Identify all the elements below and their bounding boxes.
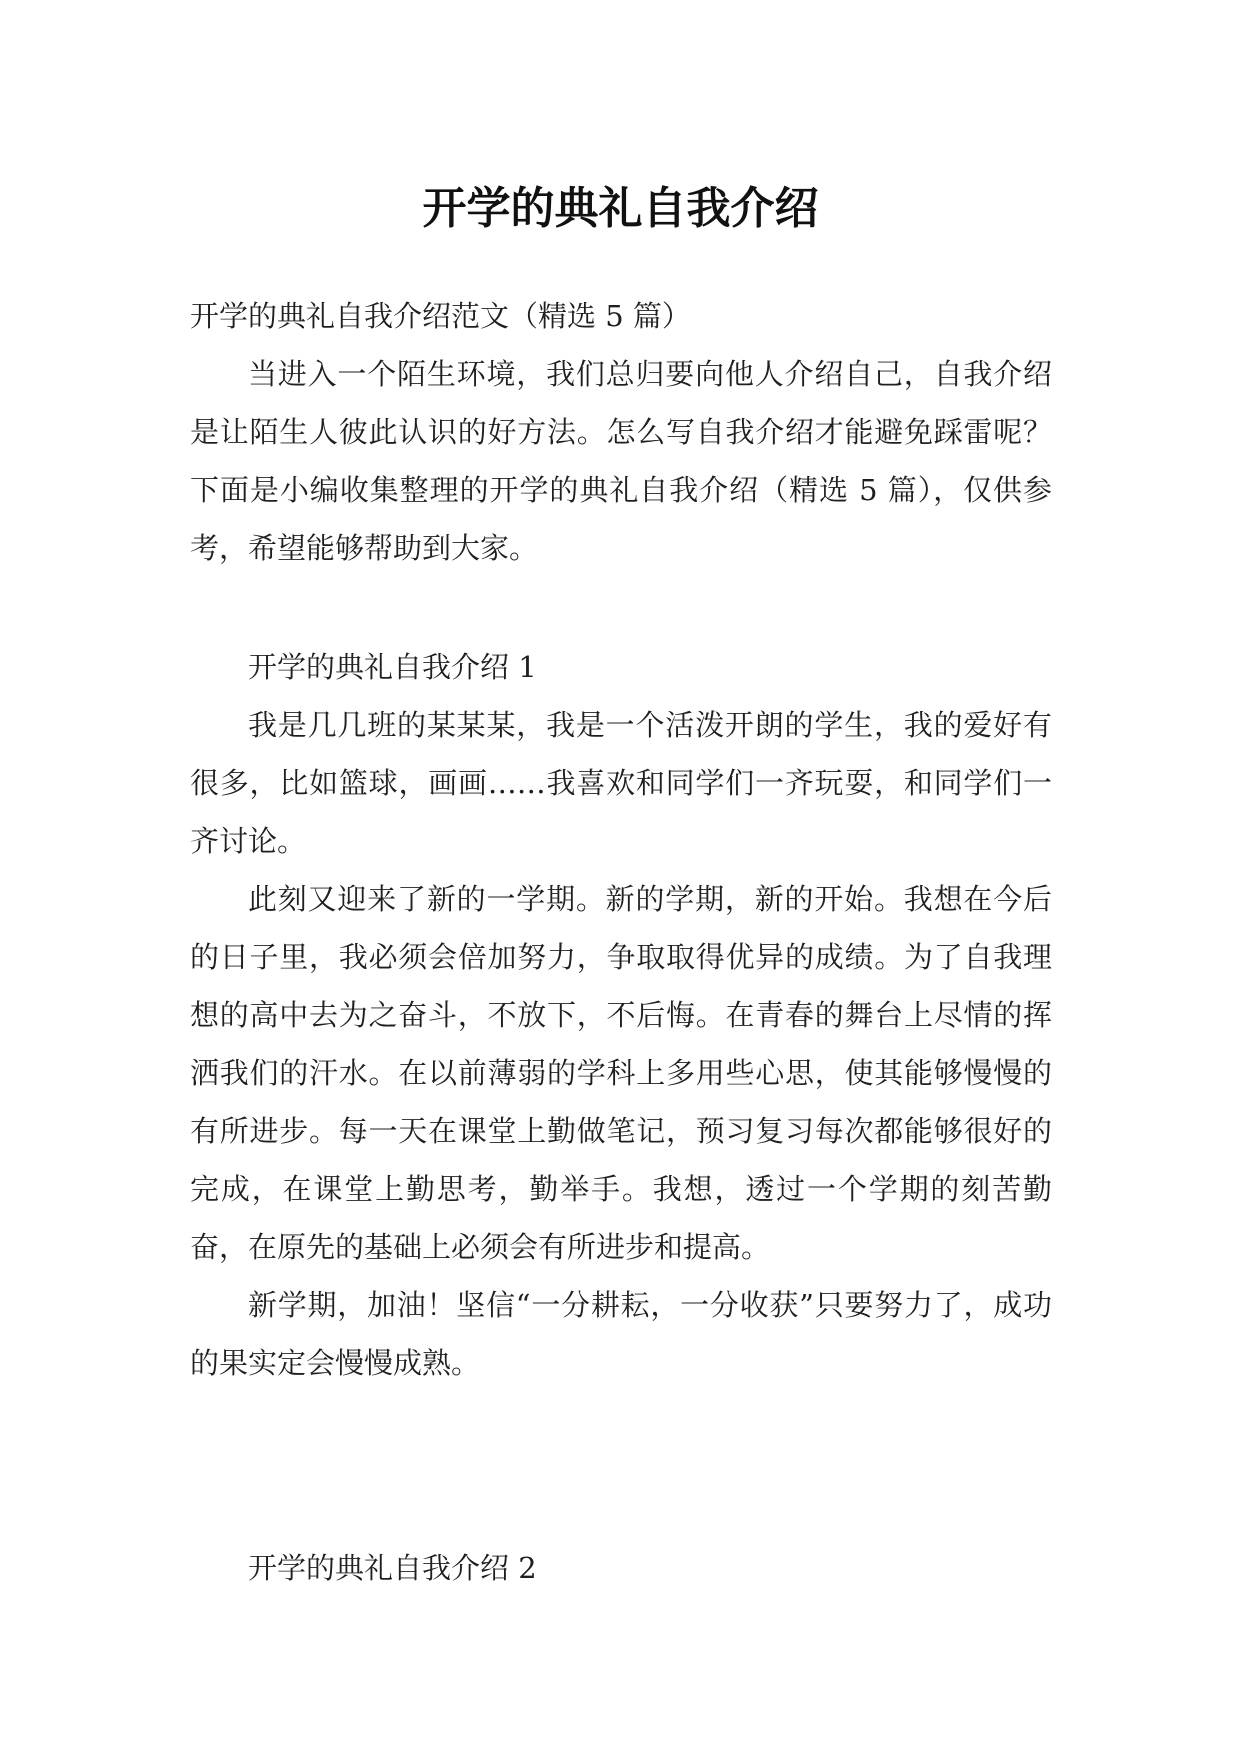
section-2 xyxy=(190,1539,1052,1597)
intro-paragraph: 当进入一个陌生环境，我们总归要向他人介绍自己，自我介绍是让陌生人彼此认识的好方法。怎么写自我介绍才能避免踩雷呢？下面是小编收集整理的开学的典礼自我介绍（精选 5 篇），仅供参考，希望能够帮助到大家。 xyxy=(190,357,1052,565)
section-1-paragraph-1: 我是几几班的某某某，我是一个活泼开朗的学生，我的爱好有很多，比如篮球，画画……我喜欢和同学们一齐玩耍，和同学们一齐讨论。 xyxy=(190,708,1052,858)
section-2-heading: 开学的典礼自我介绍 2 xyxy=(248,1551,537,1585)
intro-block xyxy=(190,345,1052,577)
document-subtitle: 开学的典礼自我介绍范文（精选 5 篇） xyxy=(190,299,691,333)
document-subtitle-block xyxy=(190,287,1052,345)
section-1-paragraph-2: 此刻又迎来了新的一学期。新的学期，新的开始。我想在今后的日子里，我必须会倍加努力，争取取得优异的成绩。为了自我理想的高中去为之奋斗，不放下，不后悔。在青春的舞台上尽情的挥洒我们的汗水。在以前薄弱的学科上多用些心思，使其能够慢慢的有所进步。每一天在课堂上勤做笔记，预习复习每次都能够很好的完成，在课堂上勤思考，勤举手。我想，透过一个学期的刻苦勤奋，在原先的基础上必须会有所进步和提高。 xyxy=(190,882,1052,1264)
section-1-heading: 开学的典礼自我介绍 1 xyxy=(248,650,537,684)
section-1 xyxy=(190,638,1052,1392)
section-1-paragraph-3: 新学期，加油！坚信“一分耕耘，一分收获”只要努力了，成功的果实定会慢慢成熟。 xyxy=(190,1288,1052,1380)
document-title: 开学的典礼自我介绍 xyxy=(422,183,819,235)
